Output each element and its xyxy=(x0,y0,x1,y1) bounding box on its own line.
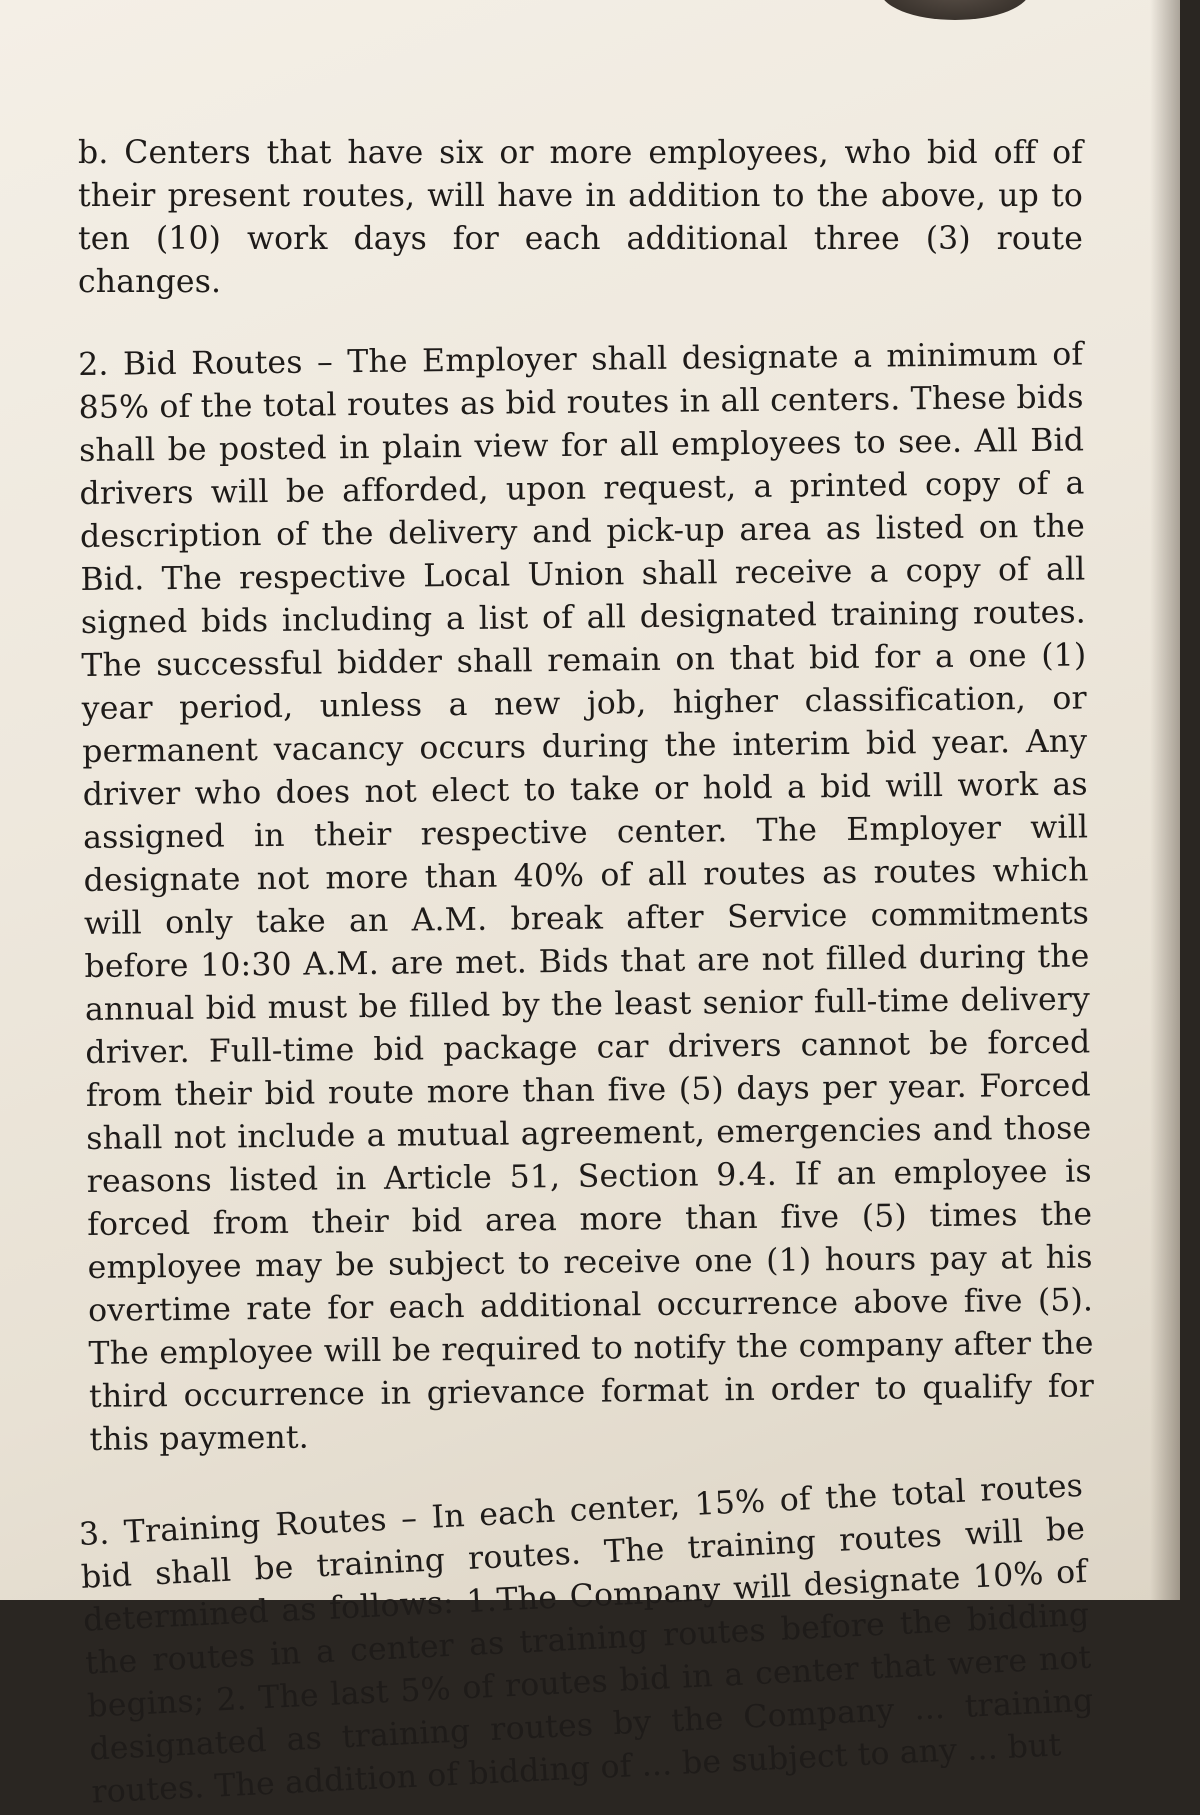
paragraph-training-routes: 3. Training Routes – In each center, 15% of the total routes bid shall be training routes. The training routes will be determined as follows: 1.The Company will designate 10% of the routes in a center as training routes before the bidding begins; 2. The last 5% of routes bid in a center that were not designated as training routes by the Company ... training routes. The addition of bidding of ... be subject to any ... but xyxy=(78,1467,1095,1811)
paragraph-bid-routes: 2. Bid Routes – The Employer shall designate a minimum of 85% of the total routes as bid routes in all centers. These bids shall be posted in plain view for all employees to see. All Bid drivers will be afforded, upon request, a printed copy of a description of the delivery and pick-up area as listed on the Bid. The respective Local Union shall receive a copy of all signed bids including a list of all designated training routes. The successful bidder shall remain on that bid for a one (1) year period, unless a new job, higher classification, or permanent vacancy occurs during the interim bid year. Any driver who does not elect to take or hold a bid will work as assigned in their respective center. The Employer will designate not more than 40% of all routes as routes which will only take an A.M. break after Service commitments before 10:30 A.M. are met. Bids that are not filled during the annual bid must be filled by the least senior full-time delivery driver. Full-time bid package car drivers cannot be forced from their bid route more than five (5) days per year. Forced shall not include a mutual agreement, emergencies and those reasons listed in Article 51, Section 9.4. If an employee is forced from their bid area more than five (5) times the employee may be subject to receive one (1) hours pay at his overtime rate for each additional occurrence above five (5). The employee will be required to notify the company after the third occurrence in grievance format in order to qualify for this payment. xyxy=(78,336,1095,1458)
page-text xyxy=(78,132,1095,1815)
thumb-shadow xyxy=(880,0,1030,20)
page-edge-shadow xyxy=(1150,0,1180,1600)
paragraph-b: b. Centers that have six or more employees, who bid off of their present routes, will have in addition to the above, up to ten (10) work days for each additional three (3) route changes. xyxy=(78,135,1083,300)
